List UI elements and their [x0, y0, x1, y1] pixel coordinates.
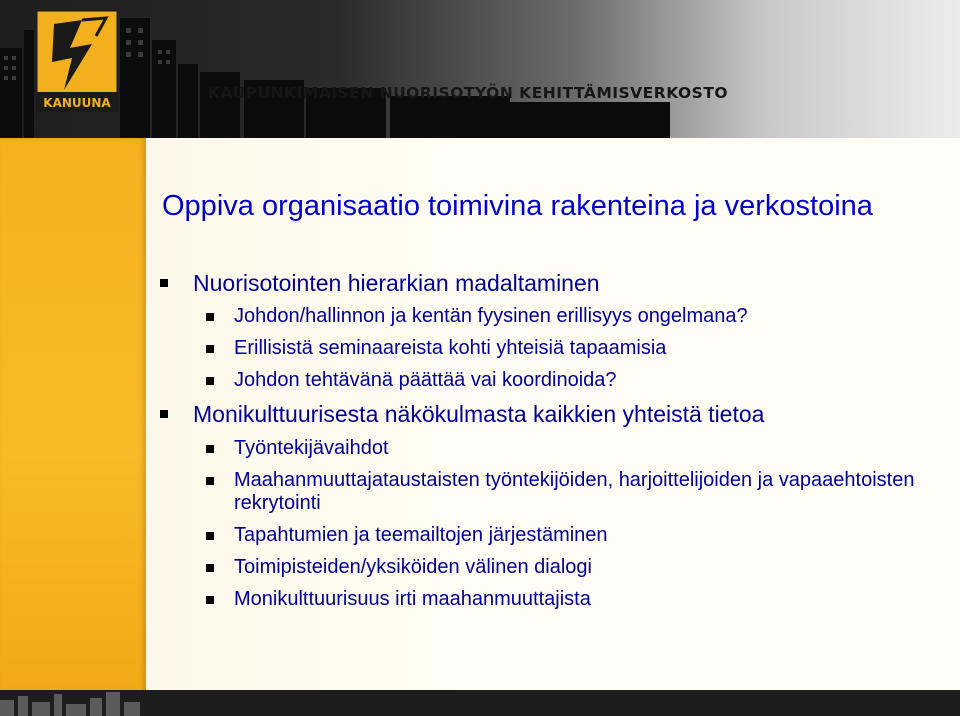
square-bullet-icon	[206, 477, 214, 485]
bullet-list	[160, 270, 950, 620]
square-bullet-icon	[160, 410, 168, 418]
bullet-text: Toimipisteiden/yksiköiden välinen dialogi	[234, 555, 592, 578]
square-bullet-icon	[206, 345, 214, 353]
kanuuna-logo	[36, 10, 118, 112]
bullet-level2	[160, 437, 950, 460]
left-accent-band	[0, 138, 146, 716]
bullet-level2	[160, 524, 950, 547]
bullet-level2	[160, 369, 950, 392]
city-skyline-graphic	[0, 0, 960, 140]
square-bullet-icon	[206, 445, 214, 453]
bullet-level1	[160, 270, 950, 296]
footer-bar	[0, 690, 960, 716]
logo-text: KANUUNA	[43, 96, 111, 110]
bullet-level2	[160, 469, 950, 515]
slide-title: Oppiva organisaatio toimivina rakenteina ja verkostoina	[162, 190, 873, 222]
bullet-level2	[160, 305, 950, 328]
square-bullet-icon	[206, 313, 214, 321]
bullet-text: Nuorisotointen hierarkian madaltaminen	[193, 270, 600, 296]
bullet-level1	[160, 401, 950, 427]
square-bullet-icon	[206, 532, 214, 540]
bullet-level2	[160, 588, 950, 611]
square-bullet-icon	[206, 596, 214, 604]
bullet-text: Erillisistä seminaareista kohti yhteisiä tapaamisia	[234, 337, 667, 360]
header-banner	[0, 0, 960, 140]
square-bullet-icon	[206, 377, 214, 385]
bullet-text: Työntekijävaihdot	[234, 436, 389, 459]
bullet-text: Johdon tehtävänä päättää vai koordinoida?	[234, 369, 617, 392]
bullet-level2	[160, 556, 950, 579]
bullet-text: Tapahtumien ja teemailtojen järjestäminen	[234, 523, 608, 546]
bullet-text: Johdon/hallinnon ja kentän fyysinen erillisyys ongelmana?	[234, 305, 748, 328]
bullet-text: Monikulttuurisuus irti maahanmuuttajista	[234, 587, 591, 610]
footer-skyline-graphic	[0, 690, 960, 716]
square-bullet-icon	[206, 564, 214, 572]
bullet-text: Maahanmuuttajataustaisten työntekijöiden, harjoittelijoiden ja vapaaehtoisten rekrytointi	[234, 468, 915, 514]
square-bullet-icon	[160, 279, 168, 287]
bullet-text: Monikulttuurisesta näkökulmasta kaikkien yhteistä tietoa	[193, 401, 765, 428]
bullet-level2	[160, 337, 950, 360]
network-title: KAUPUNKIMAISEN NUORISOTYÖN KEHITTÄMISVERKOSTO	[208, 84, 729, 102]
